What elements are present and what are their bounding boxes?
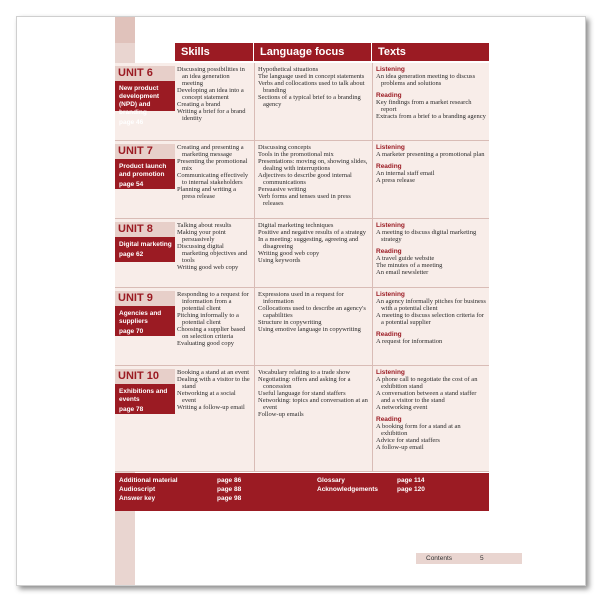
column-divider — [372, 63, 373, 140]
text-item: A follow-up email — [376, 444, 424, 451]
text-item: A booking form for a stand at an exhibition — [376, 423, 461, 437]
skill-item: Discussing possibilities in an idea generation meeting — [177, 66, 245, 87]
language-item: Networking: topics and conversation at an event — [258, 397, 368, 411]
texts-label: Listening — [376, 66, 405, 73]
skill-item: Choosing a supplier based on selection criteria — [177, 326, 246, 340]
language-cell — [258, 369, 368, 418]
language-item: Adjectives to describe good internal communications — [258, 172, 352, 186]
header-language-focus: Language focus — [254, 43, 371, 61]
text-item: A travel guide website — [376, 255, 435, 262]
language-item: Expressions used in a request for information — [258, 291, 344, 305]
language-item: Writing good web copy — [258, 250, 320, 257]
language-cell — [258, 66, 368, 108]
unit-topic: Digital marketing — [119, 241, 172, 248]
skill-item: Writing a follow-up email — [177, 404, 245, 411]
skill-item: Presenting the promotional mix — [177, 158, 248, 172]
language-item: Collocations used to describe an agency's capabilities — [258, 305, 366, 319]
skills-cell — [177, 291, 251, 347]
texts-cell — [376, 222, 486, 276]
skill-item: Creating a brand — [177, 101, 221, 108]
skill-item: Booking a stand at an event — [177, 369, 250, 376]
footer-right-labels — [317, 476, 397, 494]
language-item: In a meeting: suggesting, agreeing and disagreeing — [258, 236, 359, 250]
skill-item: Writing good web copy — [177, 264, 239, 271]
language-item: Useful language for stand staffers — [258, 390, 346, 397]
footer-link[interactable]: Acknowledgements — [317, 486, 379, 493]
unit-page: page 62 — [119, 251, 144, 258]
unit-title: UNIT 6 — [115, 66, 175, 81]
unit-subtitle — [119, 241, 173, 259]
skill-item: Creating and presenting a marketing message — [177, 144, 244, 158]
column-divider — [254, 288, 255, 365]
texts-label: Listening — [376, 144, 405, 151]
language-cell — [258, 291, 368, 333]
column-divider — [254, 141, 255, 218]
footer-page: page 120 — [397, 486, 425, 493]
footer-left-labels — [119, 476, 209, 503]
unit-subtitle — [119, 85, 173, 127]
skill-item: Dealing with a visitor to the stand — [177, 376, 250, 390]
skill-item: Evaluating good copy — [177, 340, 235, 347]
text-item: A marketer presenting a promotional plan — [376, 151, 485, 158]
unit-page: page 70 — [119, 328, 144, 335]
text-item: A meeting to discuss selection criteria for a potential supplier — [376, 312, 484, 326]
language-item: Hypothetical situations — [258, 66, 319, 73]
skills-cell — [177, 144, 251, 200]
unit-title: UNIT 10 — [115, 369, 175, 384]
texts-label: Reading — [376, 163, 402, 170]
text-item: Advice for stand staffers — [376, 437, 440, 444]
texts-cell — [376, 66, 486, 120]
texts-cell — [376, 291, 486, 345]
skill-item: Planning and writing a press release — [177, 186, 237, 200]
skill-item: Networking at a social event — [177, 390, 236, 404]
language-item: Using emotive language in copywriting — [258, 326, 361, 333]
language-item: The language used in concept statements — [258, 73, 365, 80]
skill-item: Writing a brief for a brand identity — [177, 108, 246, 122]
book-page — [16, 16, 586, 586]
footer-link[interactable]: Answer key — [119, 495, 156, 502]
text-item: A phone call to negotiate the cost of an exhibition stand — [376, 376, 478, 390]
text-item: A meeting to discuss digital marketing strategy — [376, 229, 477, 243]
unit-subtitle — [119, 163, 173, 189]
text-item: Key findings from a market research report — [376, 99, 472, 113]
skills-cell — [177, 66, 251, 122]
language-item: Structure in copywriting — [258, 319, 322, 326]
column-divider — [372, 366, 373, 471]
footer-link[interactable]: Glossary — [317, 477, 345, 484]
unit-page: page 54 — [119, 181, 144, 188]
text-item: A networking event — [376, 404, 428, 411]
unit-box[interactable] — [115, 144, 175, 189]
page-footer-label: Contents — [426, 555, 453, 562]
footer-left-pages — [217, 476, 267, 503]
unit-box[interactable] — [115, 369, 175, 414]
page-number: 5 — [480, 555, 484, 562]
skill-item: Talking about results — [177, 222, 232, 229]
unit-page: page 46 — [119, 119, 144, 126]
texts-cell — [376, 144, 486, 184]
unit-topic: Agencies and suppliers — [119, 310, 162, 325]
language-item: Verb forms and tenses used in press releases — [258, 193, 351, 207]
left-color-band-top — [115, 17, 135, 43]
text-item: A conversation between a stand staffer and a visitor to the stand — [376, 390, 477, 404]
text-item: An email newsletter — [376, 269, 429, 276]
language-item: Follow-up emails — [258, 411, 304, 418]
texts-label: Reading — [376, 331, 402, 338]
unit-topic: Exhibitions and events — [119, 388, 168, 403]
language-item: Digital marketing techniques — [258, 222, 334, 229]
language-item: Vocabulary relating to a trade show — [258, 369, 351, 376]
text-item: The minutes of a meeting — [376, 262, 443, 269]
unit-box[interactable] — [115, 222, 175, 262]
language-item: Presentations: moving on, showing slides, dealing with interruptions — [258, 158, 368, 172]
text-item: Extracts from a brief to a branding agency — [376, 113, 486, 120]
header-skills: Skills — [175, 43, 253, 61]
column-divider — [372, 288, 373, 365]
skills-cell — [177, 369, 251, 411]
header-texts: Texts — [372, 43, 489, 61]
language-item: Sections of a typical brief to a branding agency — [258, 94, 361, 108]
unit-topic: New product development (NPD) and branding — [119, 85, 160, 116]
text-item: A press release — [376, 177, 415, 184]
text-item: An idea generation meeting to discuss problems and solutions — [376, 73, 476, 87]
unit-box[interactable] — [115, 291, 175, 336]
column-divider — [254, 219, 255, 287]
language-item: Persuasive writing — [258, 186, 307, 193]
column-divider — [254, 366, 255, 471]
text-item: An internal staff email — [376, 170, 435, 177]
language-item: Using keywords — [258, 257, 301, 264]
footer-bar — [115, 473, 489, 511]
texts-label: Listening — [376, 369, 405, 376]
skill-item: Pitching informally to a potential client — [177, 312, 239, 326]
column-divider — [372, 141, 373, 218]
language-cell — [258, 144, 368, 207]
unit-title: UNIT 9 — [115, 291, 175, 306]
page-footer — [416, 553, 522, 564]
texts-label: Reading — [376, 248, 402, 255]
column-divider — [254, 63, 255, 140]
texts-label: Reading — [376, 92, 402, 99]
footer-page: page 86 — [217, 477, 242, 484]
language-item: Discussing concepts — [258, 144, 311, 151]
skill-item: Communicating effectively to internal stakeholders — [177, 172, 249, 186]
texts-cell — [376, 369, 486, 451]
unit-page: page 78 — [119, 406, 144, 413]
skill-item: Making your point persuasively — [177, 229, 226, 243]
texts-label: Listening — [376, 291, 405, 298]
language-item: Positive and negative results of a strategy — [258, 229, 366, 236]
row-divider — [115, 471, 489, 472]
language-cell — [258, 222, 368, 264]
unit-topic: Product launch and promotion — [119, 163, 167, 178]
footer-link[interactable]: Audioscript — [119, 486, 156, 493]
footer-right-pages — [397, 476, 447, 494]
footer-page: page 88 — [217, 486, 242, 493]
footer-page: page 98 — [217, 495, 242, 502]
skill-item: Responding to a request for information from a potential client — [177, 291, 249, 312]
skill-item: Developing an idea into a concept statement — [177, 87, 244, 101]
unit-subtitle — [119, 388, 173, 414]
language-item: Tools in the promotional mix — [258, 151, 334, 158]
unit-box[interactable] — [115, 66, 175, 126]
skill-item: Discussing digital marketing objectives and tools — [177, 243, 248, 264]
language-item: Negotiating: offers and asking for a concession — [258, 376, 351, 390]
texts-label: Reading — [376, 416, 402, 423]
unit-title: UNIT 7 — [115, 144, 175, 159]
footer-page: page 114 — [397, 477, 425, 484]
skills-cell — [177, 222, 251, 271]
footer-link[interactable]: Additional material — [119, 477, 178, 484]
unit-title: UNIT 8 — [115, 222, 175, 237]
text-item: An agency informally pitches for business with a potential client — [376, 298, 486, 312]
text-item: A request for information — [376, 338, 443, 345]
language-item: Verbs and collocations used to talk about branding — [258, 80, 365, 94]
column-divider — [372, 219, 373, 287]
texts-label: Listening — [376, 222, 405, 229]
unit-subtitle — [119, 310, 173, 336]
